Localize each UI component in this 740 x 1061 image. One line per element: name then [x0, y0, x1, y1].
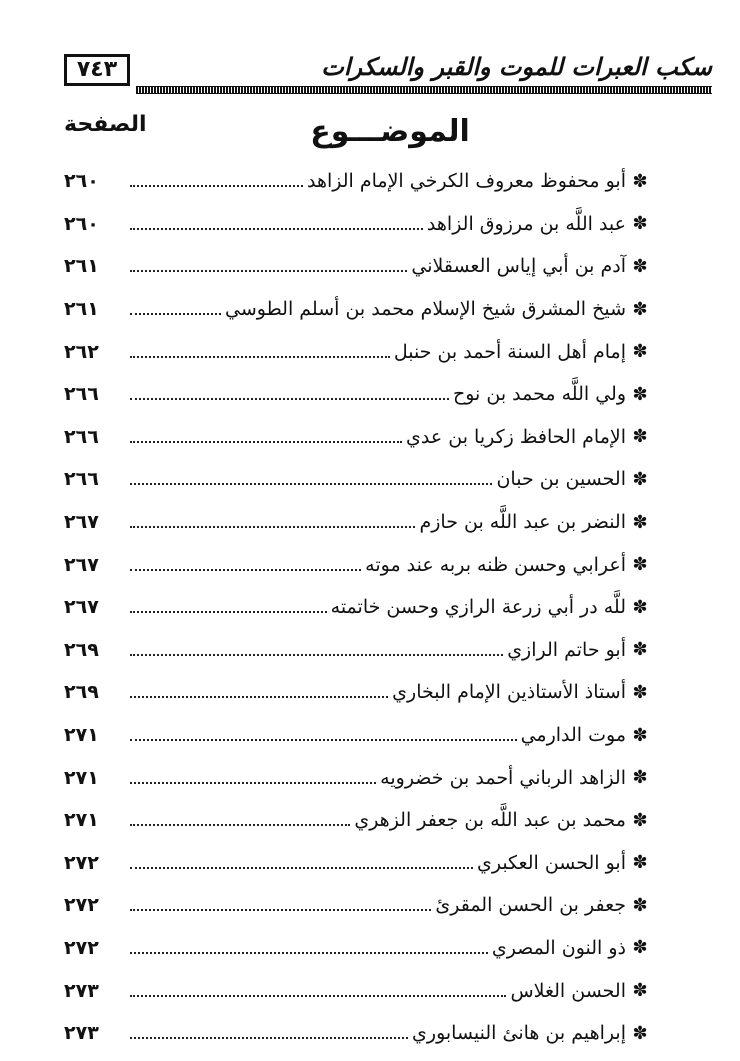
entry-page-number: ٢٦٧	[64, 553, 99, 576]
dot-leader	[130, 398, 449, 400]
entry-page-number: ٢٧٢	[64, 894, 99, 917]
entry-title: أعرابي وحسن ظنه بربه عند موته	[365, 553, 626, 576]
entry-page-number: ٢٦٩	[64, 638, 99, 661]
toc-entry	[64, 543, 654, 586]
entry-page-number: ٢٦٧	[64, 596, 99, 619]
entry-title: الحسين بن حبان	[496, 468, 626, 491]
entry-page-number: ٢٧١	[64, 809, 99, 832]
entry-title: النضر بن عبد اللَّه بن حازم	[419, 511, 626, 534]
entry-page-number: ٢٧١	[64, 724, 99, 747]
bullet-icon: ✽	[632, 554, 648, 576]
table-of-contents	[64, 160, 654, 1054]
toc-entry	[64, 671, 654, 714]
entry-title: إبراهيم بن هانئ النيسابوري	[412, 1022, 626, 1045]
entry-page-number: ٢٦٦	[64, 425, 99, 448]
bullet-icon: ✽	[632, 724, 648, 746]
dot-leader	[130, 824, 350, 826]
bullet-icon: ✽	[632, 639, 648, 661]
dot-leader	[130, 483, 492, 485]
entry-title: شيخ المشرق شيخ الإسلام محمد بن أسلم الطوسي	[225, 298, 626, 321]
bullet-icon: ✽	[632, 596, 648, 618]
bullet-icon: ✽	[632, 1022, 648, 1044]
dot-leader	[130, 782, 376, 784]
entry-title: أبو الحسن العكبري	[476, 851, 626, 874]
bullet-icon: ✽	[632, 298, 648, 320]
bullet-icon: ✽	[632, 213, 648, 235]
entry-page-number: ٢٦٧	[64, 511, 99, 534]
dot-leader	[130, 952, 488, 954]
entry-title: عبد اللَّه بن مرزوق الزاهد	[426, 212, 626, 235]
toc-entry	[64, 629, 654, 672]
bullet-icon: ✽	[632, 511, 648, 533]
entry-page-number: ٢٦٦	[64, 468, 99, 491]
entry-title: الإمام الحافظ زكريا بن عدي	[406, 425, 626, 448]
toc-entry	[64, 714, 654, 757]
bullet-icon: ✽	[632, 980, 648, 1002]
toc-entry	[64, 458, 654, 501]
dot-leader	[130, 909, 431, 911]
toc-entry	[64, 927, 654, 970]
entry-page-number: ٢٧١	[64, 766, 99, 789]
dot-leader	[130, 569, 361, 571]
entry-title: موت الدارمي	[520, 724, 626, 747]
toc-entry	[64, 799, 654, 842]
entry-page-number: ٢٧٢	[64, 851, 99, 874]
toc-entry	[64, 245, 654, 288]
header-rule	[136, 86, 712, 94]
entry-page-number: ٢٧٣	[64, 979, 99, 1002]
entry-title: محمد بن عبد اللَّه بن جعفر الزهري	[354, 809, 626, 832]
entry-title: ولي اللَّه محمد بن نوح	[452, 383, 626, 406]
bullet-icon: ✽	[632, 468, 648, 490]
dot-leader	[130, 270, 407, 272]
entry-title: للَّه در أبي زرعة الرازي وحسن خاتمته	[330, 596, 626, 619]
entry-title: الحسن الغلاس	[510, 979, 626, 1002]
bullet-icon: ✽	[632, 341, 648, 363]
toc-entry	[64, 373, 654, 416]
entry-page-number: ٢٦٢	[64, 340, 99, 363]
entry-title: ذو النون المصري	[491, 936, 626, 959]
entry-title: جعفر بن الحسن المقرئ	[435, 894, 626, 917]
bullet-icon: ✽	[632, 767, 648, 789]
entry-title: أبو حاتم الرازي	[507, 638, 626, 661]
bullet-icon: ✽	[632, 170, 648, 192]
toc-entry	[64, 203, 654, 246]
toc-entry	[64, 586, 654, 629]
dot-leader	[130, 696, 388, 698]
bullet-icon: ✽	[632, 681, 648, 703]
toc-entry	[64, 330, 654, 373]
bullet-icon: ✽	[632, 426, 648, 448]
toc-entry	[64, 842, 654, 885]
toc-entry	[64, 416, 654, 459]
entry-title: الزاهد الرباني أحمد بن خضرويه	[380, 766, 626, 789]
dot-leader	[130, 867, 473, 869]
toc-entry	[64, 969, 654, 1012]
entry-page-number: ٢٦٠	[64, 170, 99, 193]
bullet-icon: ✽	[632, 894, 648, 916]
dot-leader	[130, 1037, 408, 1039]
topic-column-heading: الموضـــوع	[310, 114, 470, 149]
page-column-heading: الصفحة	[64, 112, 147, 137]
dot-leader	[130, 356, 390, 358]
dot-leader	[130, 228, 423, 230]
book-title: سكب العبرات للموت والقبر والسكرات	[321, 53, 712, 81]
entry-title: إمام أهل السنة أحمد بن حنبل	[393, 340, 626, 363]
page-number: ٧٤٣	[64, 54, 130, 86]
entry-title: أستاذ الأستاذين الإمام البخاري	[392, 681, 626, 704]
dot-leader	[130, 313, 221, 315]
running-header	[64, 50, 712, 94]
entry-page-number: ٢٦٦	[64, 383, 99, 406]
dot-leader	[130, 526, 415, 528]
bullet-icon: ✽	[632, 852, 648, 874]
dot-leader	[130, 739, 517, 741]
bullet-icon: ✽	[632, 255, 648, 277]
entry-page-number: ٢٦٩	[64, 681, 99, 704]
entry-title: أبو محفوظ معروف الكرخي الإمام الزاهد	[306, 170, 626, 193]
entry-page-number: ٢٦١	[64, 298, 99, 321]
entry-title: آدم بن أبي إياس العسقلاني	[411, 255, 626, 278]
dot-leader	[130, 654, 503, 656]
bullet-icon: ✽	[632, 937, 648, 959]
toc-entry	[64, 884, 654, 927]
dot-leader	[130, 441, 402, 443]
entry-page-number: ٢٧٢	[64, 936, 99, 959]
toc-entry	[64, 1012, 654, 1055]
dot-leader	[130, 611, 327, 613]
toc-entry	[64, 288, 654, 331]
entry-page-number: ٢٦٠	[64, 212, 99, 235]
bullet-icon: ✽	[632, 809, 648, 831]
entry-page-number: ٢٦١	[64, 255, 99, 278]
bullet-icon: ✽	[632, 383, 648, 405]
toc-entry	[64, 501, 654, 544]
dot-leader	[130, 995, 506, 997]
toc-entry	[64, 160, 654, 203]
toc-entry	[64, 756, 654, 799]
dot-leader	[130, 185, 303, 187]
entry-page-number: ٢٧٣	[64, 1022, 99, 1045]
